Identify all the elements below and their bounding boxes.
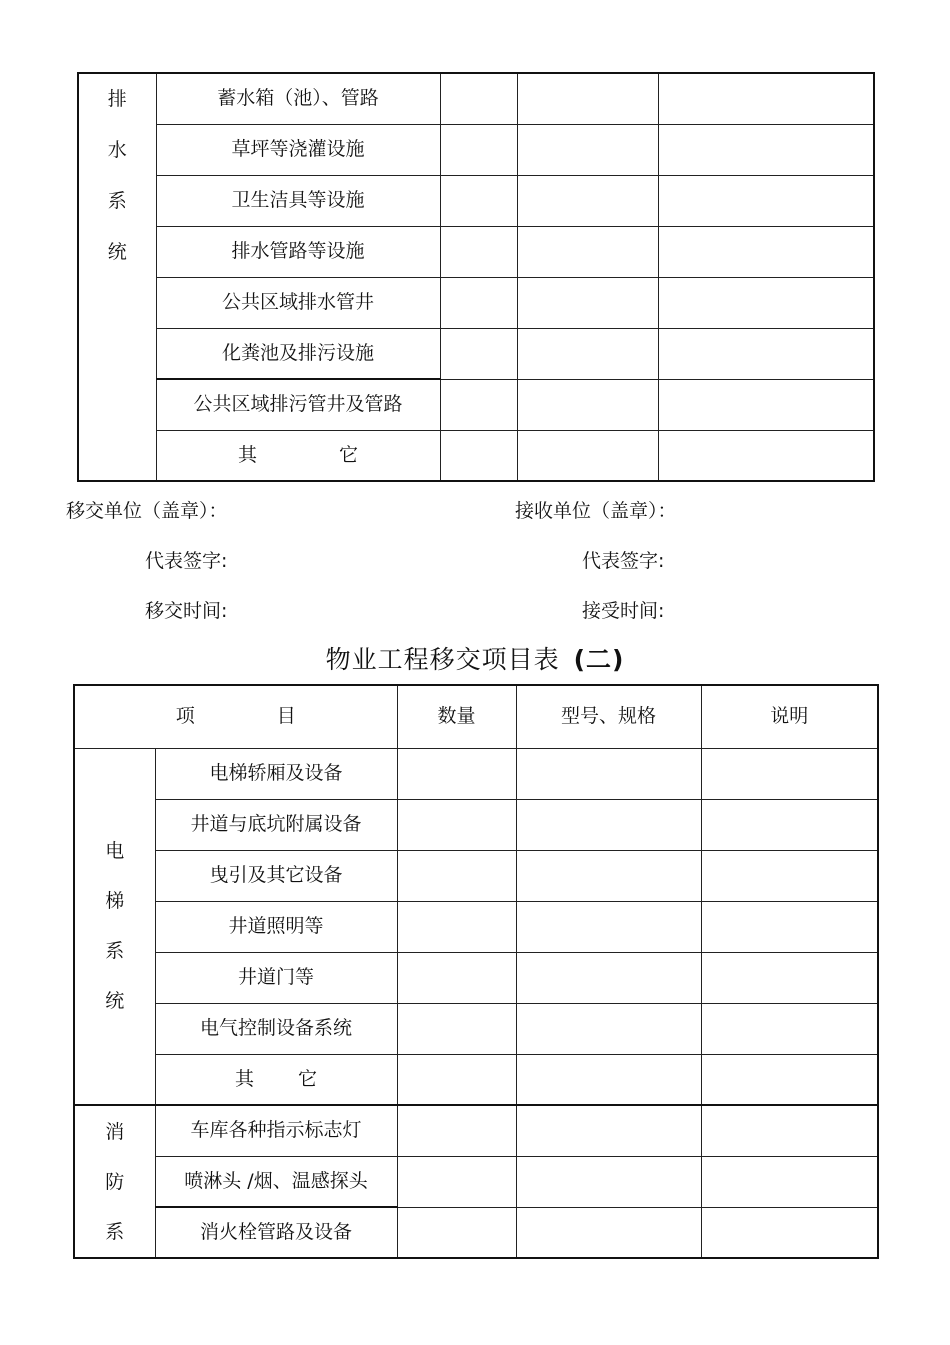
- model-cell[interactable]: [516, 1207, 701, 1258]
- note-cell[interactable]: [701, 748, 878, 799]
- other-char: 其: [234, 1067, 254, 1090]
- drainage-group-char: 系: [107, 190, 127, 212]
- note-cell[interactable]: [701, 1003, 878, 1054]
- quantity-cell[interactable]: [397, 1105, 516, 1156]
- model-cell[interactable]: [516, 901, 701, 952]
- table-row-label: 卫生洁具等设施: [156, 175, 440, 226]
- quantity-cell[interactable]: [397, 1054, 516, 1105]
- quantity-cell[interactable]: [440, 277, 517, 328]
- page-title-suffix: (二): [573, 645, 625, 674]
- note-cell[interactable]: [701, 1156, 878, 1207]
- table-row-label: 化粪池及排污设施: [156, 328, 440, 379]
- quantity-cell[interactable]: [397, 1156, 516, 1207]
- quantity-cell[interactable]: [440, 175, 517, 226]
- elevator-group-char: 梯: [105, 890, 125, 913]
- model-cell[interactable]: [516, 1003, 701, 1054]
- fire-group-char: 系: [105, 1220, 125, 1243]
- receive-time-label: 接受时间:: [582, 600, 665, 622]
- quantity-cell[interactable]: [440, 226, 517, 277]
- model-cell[interactable]: [516, 1105, 701, 1156]
- note-cell[interactable]: [658, 277, 874, 328]
- table-row-label: 电梯轿厢及设备: [155, 748, 397, 799]
- quantity-cell[interactable]: [440, 379, 517, 430]
- header-note: 说明: [701, 685, 878, 748]
- rep-sign-right-label: 代表签字:: [582, 550, 665, 572]
- header-item-char: 项: [175, 705, 195, 728]
- model-cell[interactable]: [517, 430, 658, 481]
- page-title: [0, 640, 950, 676]
- drainage-group-char: 统: [107, 241, 127, 263]
- table-row-label: 电气控制设备系统: [155, 1003, 397, 1054]
- model-cell[interactable]: [517, 328, 658, 379]
- drainage-group-cell: [78, 73, 156, 481]
- quantity-cell[interactable]: [440, 328, 517, 379]
- quantity-cell[interactable]: [440, 430, 517, 481]
- elevator-group-char: 系: [105, 940, 125, 963]
- model-cell[interactable]: [516, 952, 701, 1003]
- other-char: 它: [339, 443, 359, 466]
- page-title-main: 物业工程移交项目表: [325, 645, 560, 674]
- table-row-label: 消火栓管路及设备: [155, 1207, 397, 1258]
- quantity-cell[interactable]: [397, 1207, 516, 1258]
- note-cell[interactable]: [701, 1207, 878, 1258]
- note-cell[interactable]: [658, 175, 874, 226]
- header-item-char: 目: [276, 705, 296, 728]
- note-cell[interactable]: [658, 226, 874, 277]
- table-row-label: 车库各种指示标志灯: [155, 1105, 397, 1156]
- note-cell[interactable]: [701, 952, 878, 1003]
- table-row-label: 喷淋头 /烟、温感探头: [155, 1156, 397, 1207]
- table-row-label: 排水管路等设施: [156, 226, 440, 277]
- fire-group-cell: [74, 1105, 155, 1258]
- note-cell[interactable]: [701, 901, 878, 952]
- model-cell[interactable]: [517, 379, 658, 430]
- note-cell[interactable]: [701, 1054, 878, 1105]
- table-row-label: 井道门等: [155, 952, 397, 1003]
- drainage-group-char: 排: [107, 88, 127, 110]
- note-cell[interactable]: [658, 73, 874, 124]
- transfer-time-label: 移交时间:: [145, 600, 228, 622]
- model-cell[interactable]: [517, 277, 658, 328]
- project-table-2: [73, 684, 879, 1259]
- model-cell[interactable]: [517, 175, 658, 226]
- model-cell[interactable]: [516, 799, 701, 850]
- table-row-label: 井道照明等: [155, 901, 397, 952]
- model-cell[interactable]: [517, 124, 658, 175]
- table-row-label: 草坪等浇灌设施: [156, 124, 440, 175]
- transfer-unit-label: 移交单位（盖章）：: [66, 500, 228, 522]
- rep-sign-left-label: 代表签字:: [145, 550, 228, 572]
- model-cell[interactable]: [517, 73, 658, 124]
- note-cell[interactable]: [658, 430, 874, 481]
- table-row-label: 公共区域排污管井及管路: [156, 379, 440, 430]
- other-char: 其: [237, 443, 257, 466]
- quantity-cell[interactable]: [397, 901, 516, 952]
- quantity-cell[interactable]: [440, 124, 517, 175]
- quantity-cell[interactable]: [440, 73, 517, 124]
- header-item: [74, 685, 397, 748]
- note-cell[interactable]: [701, 799, 878, 850]
- header-model: 型号、规格: [516, 685, 701, 748]
- quantity-cell[interactable]: [397, 1003, 516, 1054]
- elevator-group-cell: [74, 748, 155, 1105]
- note-cell[interactable]: [658, 124, 874, 175]
- drainage-table: [77, 72, 875, 482]
- table-row-other: [156, 430, 440, 481]
- table-row-other: [155, 1054, 397, 1105]
- table-row-label: 曳引及其它设备: [155, 850, 397, 901]
- note-cell[interactable]: [701, 1105, 878, 1156]
- model-cell[interactable]: [517, 226, 658, 277]
- quantity-cell[interactable]: [397, 748, 516, 799]
- quantity-cell[interactable]: [397, 952, 516, 1003]
- model-cell[interactable]: [516, 1156, 701, 1207]
- drainage-group-char: 水: [107, 139, 127, 161]
- header-quantity: 数量: [397, 685, 516, 748]
- fire-group-char: 防: [105, 1170, 125, 1193]
- note-cell[interactable]: [658, 379, 874, 430]
- note-cell[interactable]: [658, 328, 874, 379]
- model-cell[interactable]: [516, 1054, 701, 1105]
- model-cell[interactable]: [516, 748, 701, 799]
- table-row-label: 公共区域排水管井: [156, 277, 440, 328]
- fire-group-char: 消: [105, 1120, 125, 1143]
- receive-unit-label: 接收单位（盖章）：: [515, 500, 677, 522]
- quantity-cell[interactable]: [397, 799, 516, 850]
- note-cell[interactable]: [701, 850, 878, 901]
- model-cell[interactable]: [516, 850, 701, 901]
- other-char: 它: [298, 1067, 318, 1090]
- table-row-label: 井道与底坑附属设备: [155, 799, 397, 850]
- quantity-cell[interactable]: [397, 850, 516, 901]
- table-row-label: 蓄水箱（池）、管路: [156, 73, 440, 124]
- elevator-group-char: 统: [105, 990, 125, 1013]
- elevator-group-char: 电: [105, 840, 125, 863]
